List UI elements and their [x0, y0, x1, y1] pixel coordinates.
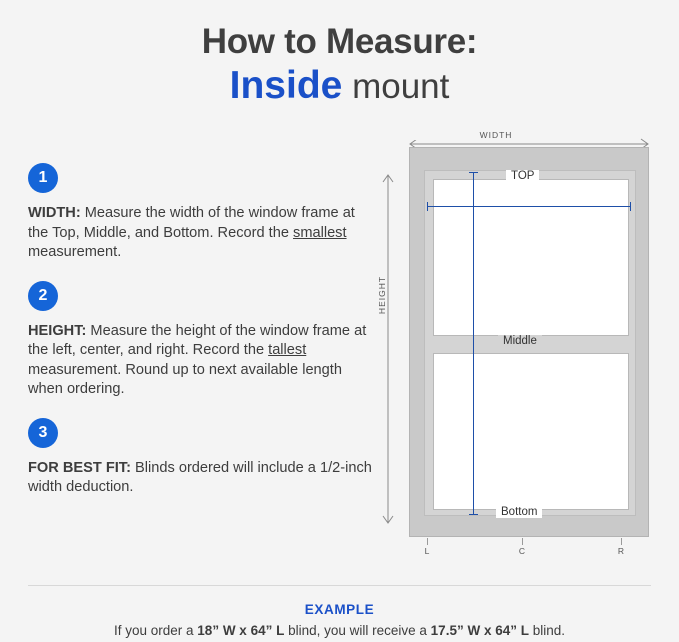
example-text-after: blind. — [528, 623, 565, 638]
step-lead-2: HEIGHT: — [28, 322, 87, 339]
steps-list — [28, 163, 378, 516]
step-lead-3: FOR BEST FIT: — [28, 459, 131, 476]
tick-label-center: C — [518, 546, 526, 556]
example-text-middle: blind, you will receive a — [284, 623, 431, 638]
step-item — [28, 163, 378, 263]
step-badge-3: 3 — [28, 418, 58, 448]
step-lead-1: WIDTH: — [28, 205, 81, 221]
tick-mark-left — [427, 538, 428, 545]
step-text-2 — [28, 322, 378, 400]
example-order-size: 18” W x 64” L — [197, 623, 285, 638]
step-badge-2: 2 — [28, 281, 58, 311]
window-pane-top — [433, 179, 629, 336]
tick-mark-right — [621, 538, 622, 545]
tick-label-right: R — [617, 546, 625, 556]
step-underline-2: tallest — [268, 342, 307, 358]
height-measure-line — [473, 172, 474, 515]
step-body-3a: Blinds ordered will include a 1/2-inch width deduction. — [28, 459, 372, 495]
step-item — [28, 418, 378, 498]
step-body-2b: measurement. Round up to next available length when ordering. — [28, 361, 342, 397]
width-dimension-label: WIDTH — [376, 130, 616, 140]
step-text-1 — [28, 204, 378, 263]
footer-divider — [28, 585, 651, 586]
title-mount-word: mount — [342, 67, 450, 106]
bottom-tick-row — [409, 538, 649, 558]
step-body-1b: measurement. — [28, 244, 122, 260]
step-underline-1: smallest — [293, 224, 347, 241]
width-measure-line — [427, 206, 631, 207]
example-text — [0, 623, 679, 638]
title-line-2 — [0, 64, 679, 109]
example-heading: EXAMPLE — [304, 602, 375, 617]
window-label-middle: Middle — [498, 335, 542, 347]
example-received-size: 17.5” W x 64” L — [430, 623, 529, 638]
tick-mark-center — [522, 538, 523, 545]
step-body-2a: Measure the height of the window frame at the left, center, and right. Record the — [28, 322, 367, 358]
title-inside-word: Inside — [229, 64, 343, 107]
step-badge-1: 1 — [28, 163, 58, 193]
step-text-3 — [28, 459, 378, 498]
window-diagram — [376, 130, 658, 562]
window-label-top: TOP — [506, 170, 539, 182]
step-body-1a: Measure the width of the window frame at the Top, Middle, and Bottom. Record the — [28, 205, 355, 241]
title-line-1: How to Measure: — [201, 22, 478, 61]
height-dimension-arrow — [381, 174, 395, 524]
tick-label-left: L — [424, 546, 430, 556]
window-label-bottom: Bottom — [496, 506, 542, 518]
example-text-before: If you order a — [114, 623, 198, 638]
height-dimension-label: HEIGHT — [377, 275, 387, 315]
window-pane-bottom — [433, 353, 629, 510]
page-title — [0, 22, 679, 109]
step-item — [28, 281, 378, 400]
